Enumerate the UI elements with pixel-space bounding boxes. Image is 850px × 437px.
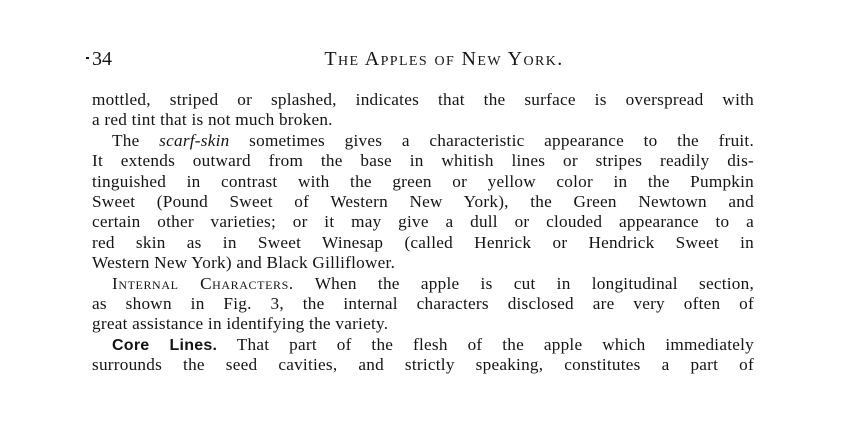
line-rest: sometimes gives a characteristic appearance to the fruit. — [249, 130, 755, 150]
text-line — [92, 335, 754, 355]
paragraph-surface-color — [92, 90, 754, 131]
text-line — [92, 274, 754, 294]
text-line: It extends outward from the base in whitish lines or stripes readily dis- — [92, 151, 754, 171]
section-heading-internal-characters: Internal Characters. — [112, 273, 294, 293]
paragraph-core-lines — [92, 335, 754, 376]
text-line: mottled, striped or splashed, indicates that the surface is overspread with — [92, 90, 754, 109]
text-line: red skin as in Sweet Winesap (called Henrick or Hendrick Sweet in — [92, 232, 754, 252]
term-scarf-skin: scarf-skin — [159, 130, 230, 150]
paragraph-internal-characters — [92, 274, 754, 335]
body-text — [92, 90, 754, 375]
lead-word: The — [112, 130, 140, 150]
text-line: great assistance in identifying the variety. — [92, 314, 389, 334]
margin-mark — [86, 57, 89, 59]
text-line: certain other varieties; or it may give a dull or clouded appearance to a — [92, 212, 754, 232]
line-rest: When the apple is cut in longitudinal section, — [314, 273, 754, 293]
section-heading-core-lines: Core Lines. — [112, 336, 218, 354]
running-title: The Apples of New York. — [324, 48, 564, 70]
text-line: tinguished in contrast with the green or yellow color in the Pumpkin — [92, 171, 754, 191]
text-line: a red tint that is not much broken. — [92, 110, 333, 130]
text-line — [92, 131, 754, 151]
text-line: surrounds the seed cavities, and strictly speaking, constitutes a part of — [92, 355, 754, 375]
text-line: as shown in Fig. 3, the internal characters disclosed are very often of — [92, 293, 754, 313]
line-rest: That part of the flesh of the apple which immediately — [236, 334, 754, 354]
paragraph-scarf-skin — [92, 131, 754, 274]
page-number: 34 — [92, 48, 112, 70]
page-header — [92, 44, 756, 74]
text-line: Western New York) and Black Gilliflower. — [92, 253, 396, 273]
text-line: Sweet (Pound Sweet of Western New York), the Green Newtown and — [92, 191, 754, 211]
